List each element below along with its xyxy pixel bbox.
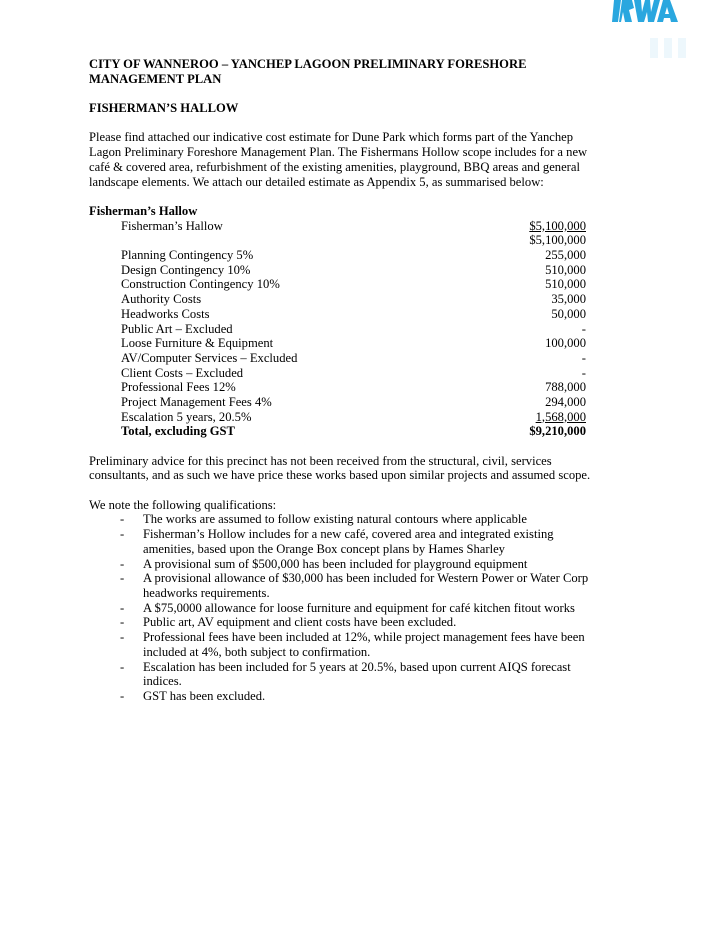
- estimate-row-amount: 788,000: [545, 380, 586, 395]
- list-item: [120, 615, 599, 630]
- list-item: [120, 512, 599, 527]
- estimate-row: [121, 233, 586, 248]
- qualification-text: Escalation has been included for 5 years at 20.5%, based upon current AIQS forecast indices.: [143, 659, 571, 689]
- list-item: [120, 689, 599, 704]
- cost-estimate-table: [121, 219, 586, 439]
- list-item: [120, 527, 599, 556]
- estimate-row-amount: 294,000: [545, 394, 586, 409]
- bullet-dash: -: [120, 659, 125, 674]
- list-item: [120, 571, 599, 600]
- bullet-dash: -: [120, 615, 125, 630]
- bullet-dash: -: [120, 688, 125, 703]
- estimate-row-amount: 100,000: [545, 336, 586, 351]
- estimate-row-amount: 1,568,000: [535, 409, 586, 424]
- list-item: [120, 601, 599, 616]
- estimate-row-label: Client Costs – Excluded: [121, 365, 244, 380]
- estimate-row-amount: -: [581, 365, 586, 380]
- estimate-row-label: Public Art – Excluded: [121, 321, 233, 336]
- estimate-row: [121, 322, 586, 337]
- qualifications-list: [89, 512, 599, 703]
- estimate-row-label: Escalation 5 years, 20.5%: [121, 409, 252, 424]
- qualifications-intro: We note the following qualifications:: [89, 497, 277, 512]
- estimate-row-label: Total, excluding GST: [121, 424, 235, 439]
- bullet-dash: -: [120, 527, 125, 542]
- estimate-heading: Fisherman’s Hallow: [89, 203, 198, 218]
- estimate-row: [121, 351, 586, 366]
- estimate-row: [121, 395, 586, 410]
- qualification-text: A provisional sum of $500,000 has been included for playground equipment: [143, 556, 528, 571]
- estimate-row: [121, 263, 586, 278]
- bullet-dash: -: [120, 571, 125, 586]
- estimate-row-amount: $5,100,000: [529, 233, 586, 248]
- document-title: CITY OF WANNEROO – YANCHEP LAGOON PRELIMINARY FORESHORE MANAGEMENT PLAN: [89, 57, 527, 86]
- estimate-row-amount: -: [581, 350, 586, 365]
- estimate-row-amount: $5,100,000: [529, 218, 586, 233]
- estimate-row-label: AV/Computer Services – Excluded: [121, 350, 298, 365]
- estimate-row-amount: 510,000: [545, 277, 586, 292]
- estimate-row-amount: 255,000: [545, 248, 586, 263]
- estimate-row-label: Construction Contingency 10%: [121, 277, 280, 292]
- estimate-row: [121, 219, 586, 234]
- estimate-row-label: Project Management Fees 4%: [121, 394, 272, 409]
- qualification-text: Professional fees have been included at 12%, while project management fees have been included at 4%, both subject to confirmation.: [143, 630, 585, 659]
- estimate-row-amount: 50,000: [551, 306, 586, 321]
- qualification-text: A $75,0000 allowance for loose furniture and equipment for café kitchen fitout works: [143, 600, 575, 615]
- estimate-row-label: Design Contingency 10%: [121, 262, 251, 277]
- bullet-dash: -: [120, 556, 125, 571]
- estimate-row: [121, 248, 586, 263]
- section-heading: FISHERMAN’S HALLOW: [89, 101, 239, 116]
- estimate-row: [121, 336, 586, 351]
- bullet-dash: -: [120, 512, 125, 527]
- estimate-row: [121, 424, 586, 439]
- estimate-row-label: Loose Furniture & Equipment: [121, 336, 274, 351]
- estimate-row-amount: 510,000: [545, 262, 586, 277]
- estimate-row: [121, 277, 586, 292]
- estimate-row: [121, 292, 586, 307]
- document-body: [89, 57, 599, 704]
- estimate-row-label: Authority Costs: [121, 292, 202, 307]
- rwa-logo-icon: [612, 0, 678, 22]
- estimate-row: [121, 366, 586, 381]
- qualification-text: GST has been excluded.: [143, 688, 266, 703]
- bullet-dash: -: [120, 630, 125, 645]
- qualification-text: Fisherman’s Hollow includes for a new café, covered area and integrated existing amenities, based upon the Orange Box concept plans by Hames Sharley: [143, 527, 554, 556]
- estimate-row-label: Professional Fees 12%: [121, 380, 236, 395]
- list-item: [120, 630, 599, 659]
- list-item: [120, 660, 599, 689]
- estimate-row-amount: $9,210,000: [529, 424, 586, 439]
- qualification-text: A provisional allowance of $30,000 has been included for Western Power or Water Corp headworks requirements.: [143, 571, 589, 600]
- estimate-row-label: Headworks Costs: [121, 306, 210, 321]
- estimate-row-label: Fisherman’s Hallow: [121, 218, 223, 233]
- estimate-row: [121, 380, 586, 395]
- estimate-row-label: Planning Contingency 5%: [121, 248, 254, 263]
- watermark-logo-icon: [650, 38, 690, 58]
- estimate-row: [121, 307, 586, 322]
- estimate-row-amount: -: [581, 321, 586, 336]
- intro-paragraph: Please find attached our indicative cost estimate for Dune Park which forms part of the Yanchep Lagon Preliminary Foreshore Management Plan. The Fishermans Hollow scope includes for a new café & covered area, refurbishment of the existing amenities, playground, BBQ areas and general landscape elements. We attach our detailed estimate as Appendix 5, as summarised below:: [89, 130, 588, 189]
- advice-paragraph: Preliminary advice for this precinct has not been received from the structural, civil, services consultants, and as such we have price these works based upon similar projects and assumed scope.: [89, 453, 591, 483]
- qualification-text: Public art, AV equipment and client costs have been excluded.: [143, 615, 457, 630]
- estimate-row: [121, 410, 586, 425]
- estimate-row-amount: 35,000: [551, 292, 586, 307]
- qualification-text: The works are assumed to follow existing natural contours where applicable: [143, 512, 527, 527]
- bullet-dash: -: [120, 600, 125, 615]
- list-item: [120, 557, 599, 572]
